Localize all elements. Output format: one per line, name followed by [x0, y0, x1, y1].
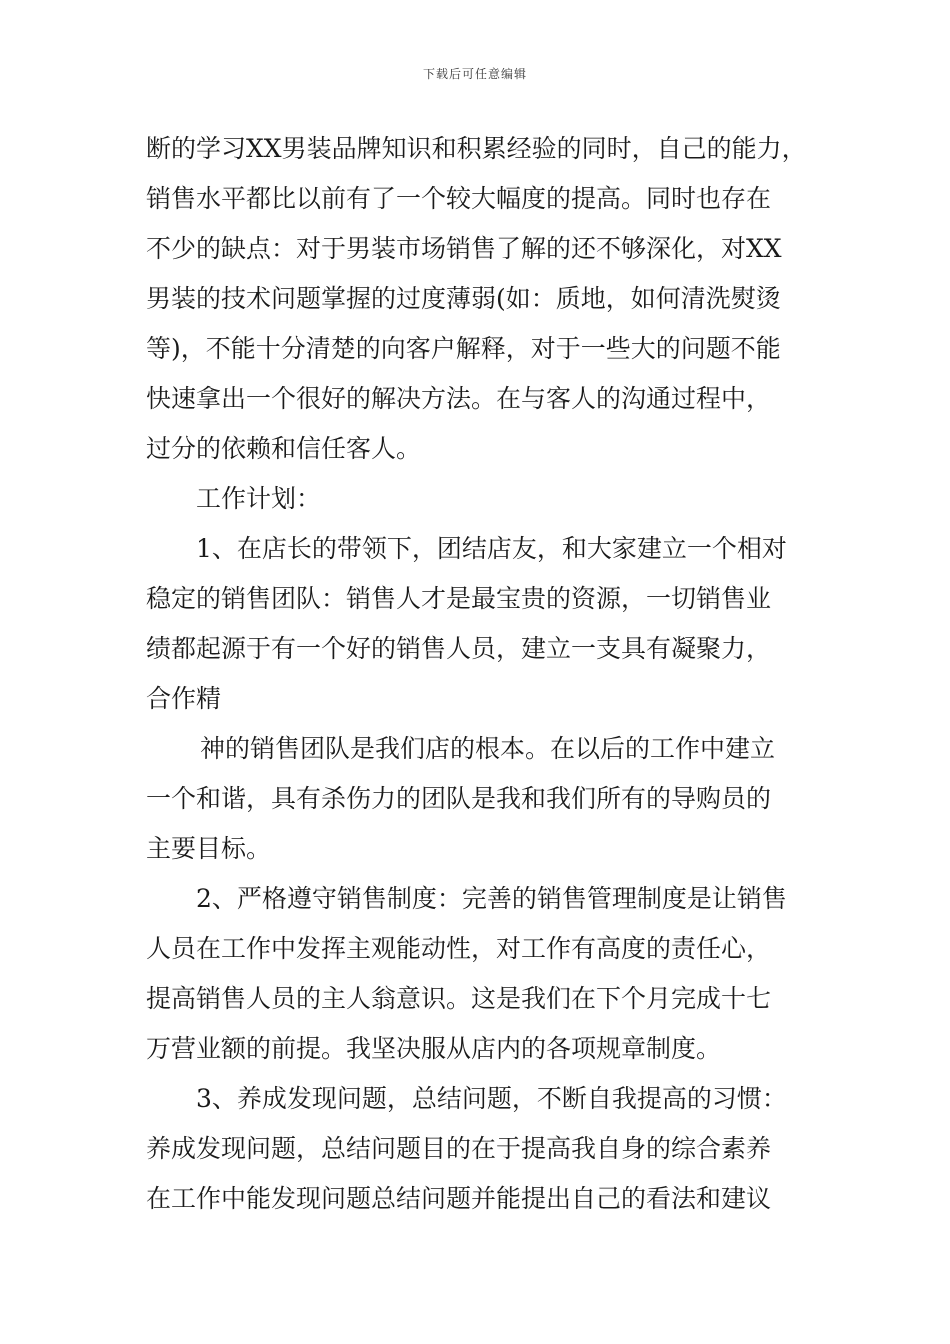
text-line: 绩都起源于有一个好的销售人员，建立一支具有凝聚力，: [146, 634, 772, 663]
section-heading: 工作计划：: [196, 484, 322, 513]
text-line: 神的销售团队是我们店的根本。在以后的工作中建立: [200, 734, 776, 763]
text-line: 男装的技术问题掌握的过度薄弱(如：质地，如何清洗熨烫: [146, 284, 781, 313]
document-body: [146, 124, 816, 1224]
text-line: 主要目标。: [146, 834, 272, 863]
text-line: 2、严格遵守销售制度：完善的销售管理制度是让销售: [196, 884, 787, 913]
text-line: 等)，不能十分清楚的向客户解释，对于一些大的问题不能: [146, 334, 781, 363]
text-line: 快速拿出一个很好的解决方法。在与客人的沟通过程中，: [146, 384, 772, 413]
page-header: 下载后可任意编辑: [422, 67, 527, 81]
text-line: 不少的缺点：对于男装市场销售了解的还不够深化，对XX: [146, 234, 782, 263]
text-line: 合作精: [146, 684, 222, 713]
text-line: 断的学习XX男装品牌知识和积累经验的同时，自己的能力，: [146, 134, 807, 163]
text-line: 在工作中能发现问题总结问题并能提出自己的看法和建议: [146, 1184, 772, 1213]
text-line: 过分的依赖和信任客人。: [146, 434, 422, 463]
text-line: 稳定的销售团队：销售人才是最宝贵的资源，一切销售业: [146, 584, 772, 613]
text-line: 3、养成发现问题，总结问题，不断自我提高的习惯：: [196, 1084, 787, 1113]
text-line: 销售水平都比以前有了一个较大幅度的提高。同时也存在: [146, 184, 772, 213]
text-line: 万营业额的前提。我坚决服从店内的各项规章制度。: [146, 1034, 722, 1063]
text-line: 人员在工作中发挥主观能动性，对工作有高度的责任心，: [146, 934, 772, 963]
text-line: 1、在店长的带领下，团结店友，和大家建立一个相对: [196, 534, 787, 563]
text-line: 养成发现问题，总结问题目的在于提高我自身的综合素养: [146, 1134, 772, 1163]
text-line: 提高销售人员的主人翁意识。这是我们在下个月完成十七: [146, 984, 772, 1013]
text-line: 一个和谐，具有杀伤力的团队是我和我们所有的导购员的: [146, 784, 772, 813]
